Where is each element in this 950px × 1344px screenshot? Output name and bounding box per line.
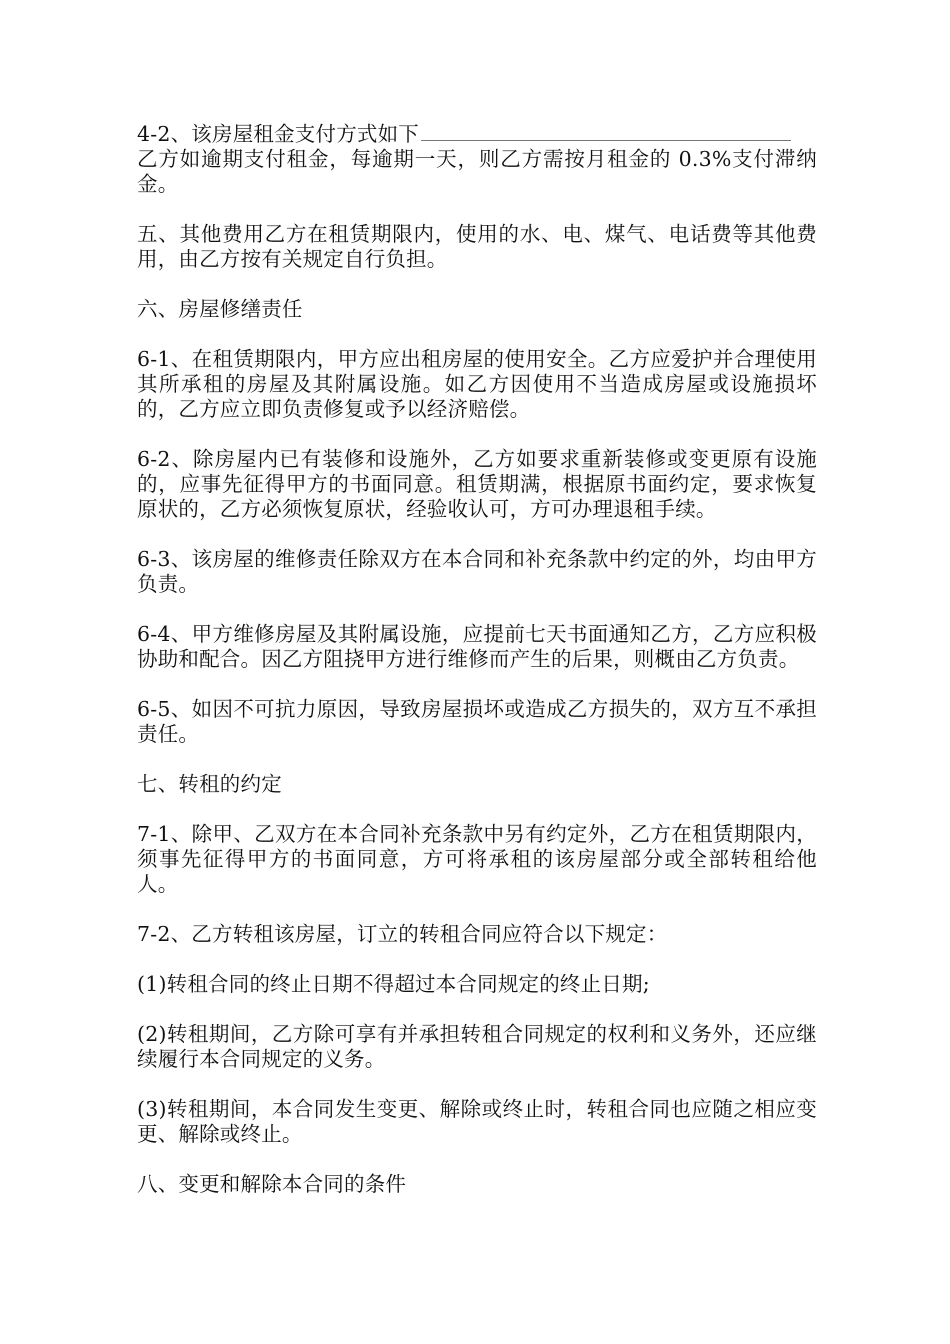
- section-7-heading: 七、转租的约定: [137, 772, 282, 796]
- document-body: [137, 120, 817, 1222]
- clause-6-4: 6-4、甲方维修房屋及其附属设施，应提前七天书面通知乙方，乙方应积极协助和配合。因乙方阻挠甲方进行维修而产生的后果，则概由乙方负责。: [137, 622, 817, 671]
- clause-late-payment-penalty: 乙方如逾期支付租金，每逾期一天，则乙方需按月租金的 0.3%支付滞纳金。: [137, 147, 817, 196]
- clause-7-2-item-2: (2)转租期间，乙方除可享有并承担转租合同规定的权利和义务外，还应继续履行本合同规定的义务。: [137, 1022, 817, 1071]
- clause-6-3: 6-3、该房屋的维修责任除双方在本合同和补充条款中约定的外，均由甲方负责。: [137, 547, 817, 596]
- clause-4-2-payment-method: 4-2、该房屋租金支付方式如下: [137, 120, 817, 147]
- payment-method-blank-field: [421, 120, 791, 141]
- clause-7-2: 7-2、乙方转租该房屋，订立的转租合同应符合以下规定：: [137, 922, 668, 946]
- section-6-heading: 六、房屋修缮责任: [137, 297, 303, 321]
- clause-6-2: 6-2、除房屋内已有装修和设施外，乙方如要求重新装修或变更原有设施的，应事先征得甲方的书面同意。租赁期满，根据原书面约定，要求恢复原状的，乙方必须恢复原状，经验收认可，方可办理退租手续。: [137, 447, 817, 521]
- clause-6-5: 6-5、如因不可抗力原因，导致房屋损坏或造成乙方损失的，双方互不承担责任。: [137, 697, 817, 746]
- clause-7-1: 7-1、除甲、乙双方在本合同补充条款中另有约定外，乙方在租赁期限内，须事先征得甲方的书面同意，方可将承租的该房屋部分或全部转租给他人。: [137, 822, 817, 896]
- section-5-other-fees: 五、其他费用乙方在租赁期限内，使用的水、电、煤气、电话费等其他费用，由乙方按有关规定自行负担。: [137, 222, 817, 271]
- section-8-heading: 八、变更和解除本合同的条件: [137, 1172, 407, 1196]
- clause-7-2-item-3: (3)转租期间，本合同发生变更、解除或终止时，转租合同也应随之相应变更、解除或终止。: [137, 1097, 817, 1146]
- clause-6-1: 6-1、在租赁期限内，甲方应出租房屋的使用安全。乙方应爱护并合理使用其所承租的房屋及其附属设施。如乙方因使用不当造成房屋或设施损坏的，乙方应立即负责修复或予以经济赔偿。: [137, 347, 817, 421]
- clause-7-2-item-1: (1)转租合同的终止日期不得超过本合同规定的终止日期;: [137, 972, 650, 996]
